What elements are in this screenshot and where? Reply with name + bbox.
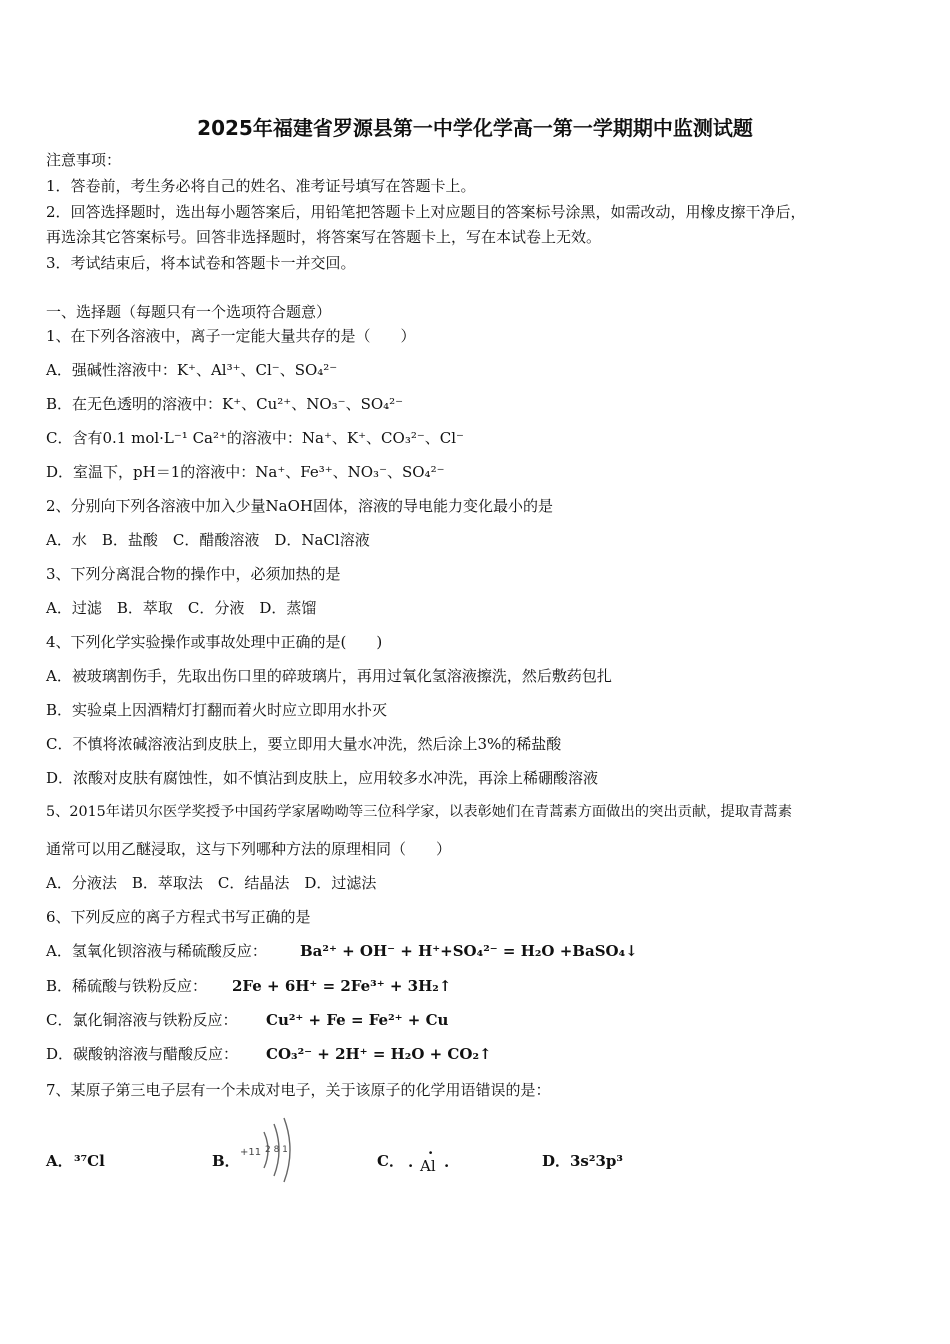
atom-nucleus: +11 [240,1147,262,1158]
q6-option-c-equation: Cu²⁺ + Fe = Fe²⁺ + Cu [266,1011,449,1029]
q7-option-a-label: A． [46,1152,73,1170]
q6-option-b-equation: 2Fe + 6H⁺ = 2Fe³⁺ + 3H₂↑ [232,977,452,995]
q1-option-b: B．在无色透明的溶液中：K⁺、Cu²⁺、NO₃⁻、SO₄²⁻ [46,395,404,413]
exam-page: 2025年福建省罗源县第一中学化学高一第一学期期中监测试题 注意事项： 1．答卷前，考生务必将自己的姓名、准考证号填写在答题卡上。 2．回答选择题时，选出每小题答案后，用铅笔把答题卡上对应题目的答案标号涂黑，如需改动，用橡皮擦干净后， 再选涂其它答案标号。回答非选择题时，将答案写在答题卡上，写在本试卷上无效。 3．考试结束后，将本试卷和答题卡一并交回。 一、选择题（每题只有一个选项符合题意） 1、在下列各溶液中，离子一定能大量共存的是（ ） A．强碱性溶液中：K⁺、Al³⁺、Cl⁻、SO₄²⁻ B．在无色透明的溶液中：K⁺、Cu²⁺、NO₃⁻、SO₄²⁻ C．含有0.1 mol·L⁻¹ Ca²⁺的溶液中：Na⁺、K⁺、CO₃²⁻、Cl⁻ D．室温下，pH＝1的溶液中：Na⁺、Fe³⁺、NO₃⁻、SO₄²⁻ 2、分别向下列各溶液中加入少量NaOH固体，溶液的导电能力变化最小的是 A．水 B．盐酸 C．醋酸溶液 D．NaCl溶液 3、下列分离混合物的操作中，必须加热的是 A．过滤 B．萃取 C．分液 D．蒸馏 4、下列化学实验操作或事故处理中正确的是( ) A．被玻璃割伤手，先取出伤口里的碎玻璃片，再用过氧化氢溶液擦洗，然后敷药包扎 B．实验桌上因酒精灯打翻而着火时应立即用水扑灭 C．不慎将浓碱溶液沾到皮肤上，要立即用大量水冲洗，然后涂上3%的稀盐酸 D．浓酸对皮肤有腐蚀性，如不慎沾到皮肤上，应用较多水冲洗，再涂上稀硼酸溶液 5、2015年诺贝尔医学奖授予中国药学家屠呦呦等三位科学家，以表彰她们在青蒿素方面做出的突出贡献，提取青蒿素 通常可以用乙醚浸取，这与下列哪种方法的原理相同（ ） A．分液法 B．萃取法 C．结晶法 D．过滤法 6、下列反应的离子方程式书写正确的是 A．氢氧化钡溶液与稀硫酸反应： Ba²⁺ + OH⁻ + H⁺+SO₄²⁻ = H₂O +BaSO₄↓ B．稀硫酸与铁粉反应： 2Fe + 6H⁺ = 2Fe³⁺ + 3H₂↑ C．氯化铜溶液与铁粉反应： Cu²⁺ + Fe = Fe²⁺ + Cu D．碳酸钠溶液与醋酸反应： CO₃²⁻ + 2H⁺ = H₂O + CO₂↑ 7、某原子第三电子层有一个未成对电子，关于该原子的化学用语错误的是： A． ³⁷Cl B． +11 2 8 1 C． · · Al · D． 3s²3p³ [0,0,950,1344]
q1-option-c: C．含有0.1 mol·L⁻¹ Ca²⁺的溶液中：Na⁺、K⁺、CO₃²⁻、Cl⁻ [46,429,464,447]
notice-item-2: 2．回答选择题时，选出每小题答案后，用铅笔把答题卡上对应题目的答案标号涂黑，如需改动，用橡皮擦干净后， [46,203,806,221]
q6-option-d-label: D．碳酸钠溶液与醋酸反应： [46,1045,239,1063]
al-symbol: Al [420,1157,436,1175]
q7-option-d-value: 3s²3p³ [570,1152,623,1170]
atom-shells: 2 8 1 [265,1145,288,1155]
q4-option-c: C．不慎将浓碱溶液沾到皮肤上，要立即用大量水冲洗，然后涂上3%的稀盐酸 [46,735,562,753]
q7-option-c-label: C． [377,1152,404,1170]
q1-stem: 1、在下列各溶液中，离子一定能大量共存的是（ ） [46,327,416,345]
notice-item-1: 1．答卷前，考生务必将自己的姓名、准考证号填写在答题卡上。 [46,177,476,195]
q5-options: A．分液法 B．萃取法 C．结晶法 D．过滤法 [46,874,377,892]
page-title: 2025年福建省罗源县第一中学化学高一第一学期期中监测试题 [197,116,753,140]
q7-stem: 7、某原子第三电子层有一个未成对电子，关于该原子的化学用语错误的是： [46,1081,551,1099]
atom-structure-diagram [236,1110,306,1190]
q6-option-c-label: C．氯化铜溶液与铁粉反应： [46,1011,238,1029]
q1-option-d: D．室温下，pH＝1的溶液中：Na⁺、Fe³⁺、NO₃⁻、SO₄²⁻ [46,463,445,481]
q5-stem-line1: 5、2015年诺贝尔医学奖授予中国药学家屠呦呦等三位科学家，以表彰她们在青蒿素方面做出的突出贡献，提取青蒿素 [46,804,793,820]
q7-option-a-value: ³⁷Cl [74,1152,105,1170]
section-heading: 一、选择题（每题只有一个选项符合题意） [46,303,332,321]
q2-stem: 2、分别向下列各溶液中加入少量NaOH固体，溶液的导电能力变化最小的是 [46,497,553,515]
notice-item-2-cont: 再选涂其它答案标号。回答非选择题时，将答案写在答题卡上，写在本试卷上无效。 [46,228,602,246]
q6-option-b-label: B．稀硫酸与铁粉反应： [46,977,208,995]
q3-stem: 3、下列分离混合物的操作中，必须加热的是 [46,565,341,583]
q2-options: A．水 B．盐酸 C．醋酸溶液 D．NaCl溶液 [46,531,370,549]
q7-option-b-label: B． [212,1152,240,1170]
q4-option-b: B．实验桌上因酒精灯打翻而着火时应立即用水扑灭 [46,701,388,719]
notice-item-3: 3．考试结束后，将本试卷和答题卡一并交回。 [46,254,356,272]
q6-option-a-label: A．氢氧化钡溶液与稀硫酸反应： [46,942,267,960]
q4-option-d: D．浓酸对皮肤有腐蚀性，如不慎沾到皮肤上，应用较多水冲洗，再涂上稀硼酸溶液 [46,769,599,787]
q6-stem: 6、下列反应的离子方程式书写正确的是 [46,908,311,926]
q3-options: A．过滤 B．萃取 C．分液 D．蒸馏 [46,599,317,617]
q4-option-a: A．被玻璃割伤手，先取出伤口里的碎玻璃片，再用过氧化氢溶液擦洗，然后敷药包扎 [46,667,612,685]
q4-stem: 4、下列化学实验操作或事故处理中正确的是( ) [46,633,383,651]
q6-option-a-equation: Ba²⁺ + OH⁻ + H⁺+SO₄²⁻ = H₂O +BaSO₄↓ [300,942,638,960]
q1-option-a: A．强碱性溶液中：K⁺、Al³⁺、Cl⁻、SO₄²⁻ [46,361,338,379]
notice-heading: 注意事项： [46,151,122,169]
q5-stem-line2: 通常可以用乙醚浸取，这与下列哪种方法的原理相同（ ） [46,840,452,858]
q6-option-d-equation: CO₃²⁻ + 2H⁺ = H₂O + CO₂↑ [266,1045,492,1063]
q7-option-d-label: D． [542,1152,571,1170]
